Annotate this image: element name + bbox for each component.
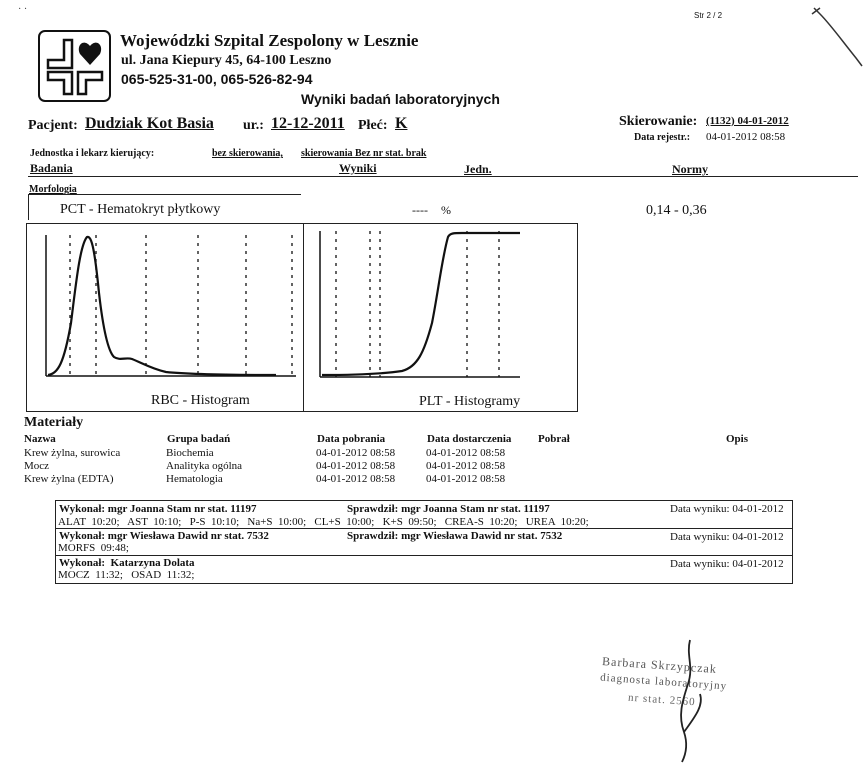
stamp-line-3: nr stat. 2560 <box>627 691 697 709</box>
material-row-3-name: Krew żylna (EDTA) <box>24 473 114 485</box>
materials-header-pobral: Pobrał <box>538 433 570 445</box>
work-block-1 <box>55 500 793 531</box>
header-divider <box>28 176 858 177</box>
report-title: Wyniki badań laboratoryjnych <box>301 91 500 107</box>
unit-value-1: bez skierowania, <box>212 148 283 159</box>
work-1-tests: ALAT 10:20; AST 10:10; P-S 10:10; Na+S 10:00; CL+S 10:00; K+S 09:50; CREA-S 10:20; UREA 10:20; <box>58 516 589 528</box>
material-row-1-delivered: 04-01-2012 08:58 <box>426 447 506 459</box>
signature <box>660 636 720 766</box>
col-jedn: Jedn. <box>464 162 492 176</box>
work-block-3 <box>55 555 793 584</box>
rbc-label: RBC - Histogram <box>151 393 250 408</box>
born-label: ur.: <box>243 118 264 133</box>
material-row-2-collected: 04-01-2012 08:58 <box>316 460 396 472</box>
test-unit: % <box>441 203 451 217</box>
unit-label: Jednostka i lekarz kierujący: <box>30 148 155 159</box>
work-2-performed: Wykonał: mgr Wiesława Dawid nr stat. 7532 <box>59 530 269 542</box>
material-row-1-name: Krew żylna, surowica <box>24 447 121 459</box>
patient-name: Dudziak Kot Basia <box>85 115 214 132</box>
work-1-date: Data wyniku: 04-01-2012 <box>670 503 784 515</box>
referral-label: Skierowanie: <box>619 114 698 129</box>
material-row-2-name: Mocz <box>24 460 50 472</box>
hospital-address: ul. Jana Kiepury 45, 64-100 Leszno <box>121 53 332 68</box>
materials-header-nazwa: Nazwa <box>24 433 56 445</box>
test-result: ---- <box>412 203 428 217</box>
scan-speck: · · <box>18 4 28 15</box>
materials-header-dostarczenia: Data dostarczenia <box>427 433 512 445</box>
patient-label: Pacjent: <box>28 118 78 133</box>
col-badania: Badania <box>30 161 73 175</box>
materials-title: Materiały <box>24 415 84 430</box>
test-name: PCT - Hematokryt płytkowy <box>60 202 221 217</box>
col-wyniki: Wyniki <box>339 161 377 175</box>
referral-value: (1132) 04-01-2012 <box>706 115 789 127</box>
material-row-2-delivered: 04-01-2012 08:58 <box>426 460 506 472</box>
work-3-tests: MOCZ 11:32; OSAD 11:32; <box>58 569 195 581</box>
work-3-date: Data wyniku: 04-01-2012 <box>670 558 784 570</box>
material-row-3-delivered: 04-01-2012 08:58 <box>426 473 506 485</box>
registered-value: 04-01-2012 08:58 <box>706 131 786 143</box>
test-norm: 0,14 - 0,36 <box>646 203 707 218</box>
sex-value: K <box>395 115 408 132</box>
section-title: Morfologia <box>29 184 77 195</box>
col-normy: Normy <box>672 162 708 176</box>
work-2-tests: MORFS 09:48; <box>58 542 129 554</box>
work-1-performed: Wykonał: mgr Joanna Stam nr stat. 11197 <box>59 503 257 515</box>
registered-label: Data rejestr.: <box>634 132 691 143</box>
material-row-2-group: Analityka ogólna <box>166 460 243 472</box>
materials-header-grupa: Grupa badań <box>167 433 231 445</box>
work-block-2 <box>55 528 793 557</box>
page-number: Str 2 / 2 <box>694 11 723 20</box>
sex-label: Płeć: <box>358 118 388 133</box>
born-date: 12-12-2011 <box>271 115 345 132</box>
work-1-checked: Sprawdził: mgr Joanna Stam nr stat. 11197 <box>347 503 550 515</box>
materials-header-pobrania: Data pobrania <box>317 433 386 445</box>
hospital-phones: 065-525-31-00, 065-526-82-94 <box>121 71 313 87</box>
hospital-name: Wojewódzki Szpital Zespolony w Lesznie <box>120 31 419 50</box>
scan-mark <box>806 0 868 70</box>
material-row-1-group: Biochemia <box>166 447 214 459</box>
plt-label: PLT - Histogramy <box>419 394 521 409</box>
materials-header-opis: Opis <box>726 433 749 445</box>
material-row-3-group: Hematologia <box>166 473 223 485</box>
material-row-3-collected: 04-01-2012 08:58 <box>316 473 396 485</box>
work-3-performed: Wykonał: Katarzyna Dolata <box>59 557 195 569</box>
stamp-line-2: diagnosta laboratoryjny <box>599 671 728 693</box>
unit-value-2: skierowania Bez nr stat. brak <box>301 148 427 159</box>
rbc-histogram <box>26 223 302 410</box>
stamp-line-1: Barbara Skrzypczak <box>601 654 718 676</box>
work-2-checked: Sprawdził: mgr Wiesława Dawid nr stat. 7532 <box>347 530 563 542</box>
material-row-1-collected: 04-01-2012 08:58 <box>316 447 396 459</box>
plt-histogram <box>302 223 577 410</box>
work-2-date: Data wyniku: 04-01-2012 <box>670 531 784 543</box>
hospital-logo <box>38 30 112 102</box>
